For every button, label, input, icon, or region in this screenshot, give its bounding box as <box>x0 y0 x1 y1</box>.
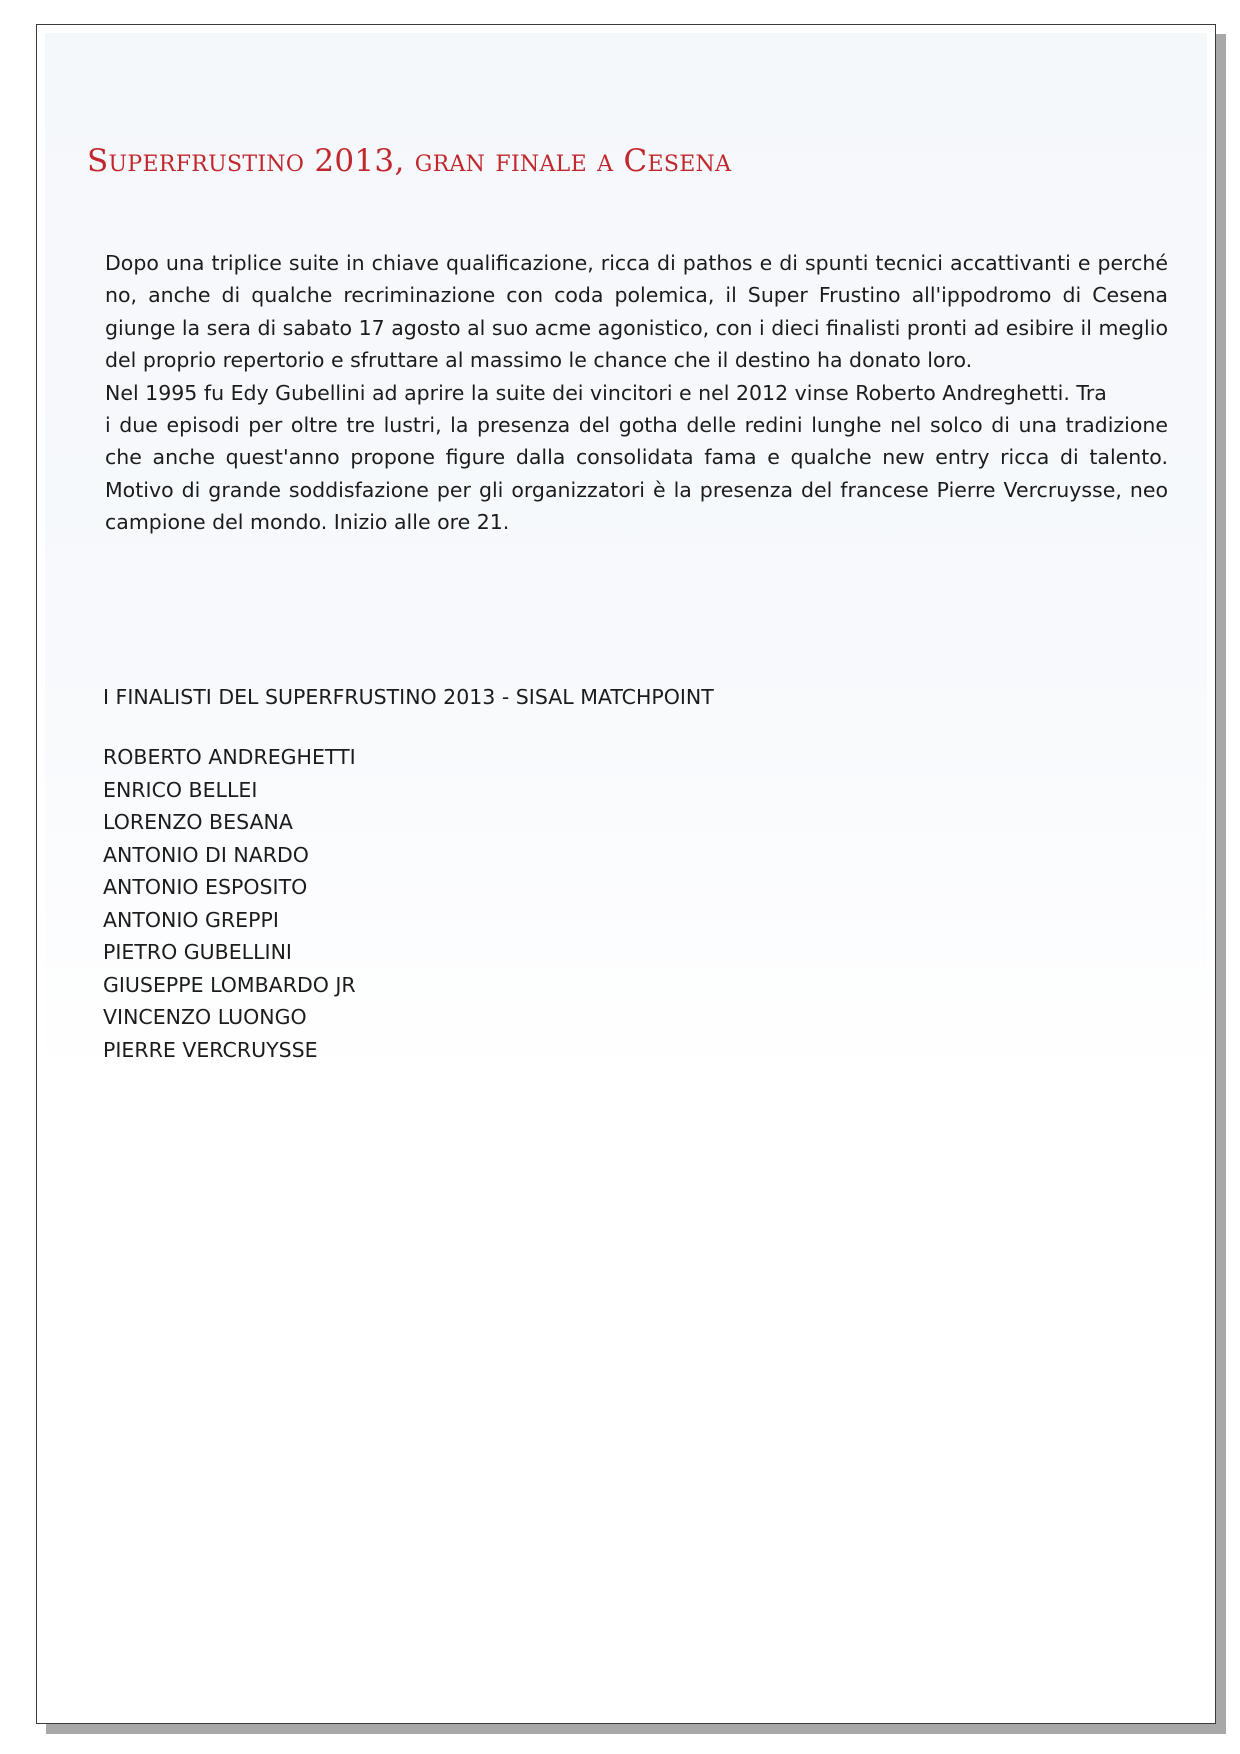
finalists-heading: I FINALISTI DEL SUPERFRUSTINO 2013 - SISAL MATCHPOINT <box>103 685 714 709</box>
list-item: ANTONIO DI NARDO <box>103 842 309 867</box>
paragraph-intro: Dopo una triplice suite in chiave qualificazione, ricca di pathos e di spunti tecnici accattivanti e perché no, anche di qualche recriminazione con coda polemica, il Super Frustino all'ippodromo di Cesena giunge la sera di sabato 17 agosto al suo acme agonistico, con i dieci finalisti pronti ad esibire il meglio del proprio repertorio e sfruttare al massimo le chance che il destino ha donato loro. <box>105 251 1168 373</box>
list-item: ANTONIO ESPOSITO <box>103 875 308 899</box>
document-title: Superfrustino 2013, gran finale a Cesena <box>87 143 732 179</box>
list-item: VINCENZO LUONGO <box>103 1005 307 1029</box>
list-item: ENRICO BELLEI <box>103 777 258 802</box>
list-item: ANTONIO GREPPI <box>103 907 279 932</box>
list-item: LORENZO BESANA <box>103 810 293 834</box>
document-page <box>36 24 1216 1724</box>
list-item: PIERRE VERCRUYSSE <box>103 1037 318 1062</box>
paragraph-history-continued: i due episodi per oltre tre lustri, la presenza del gotha delle redini lunghe nel solco di una tradizione che anche quest'anno propone figure dalla consolidata fama e qualche new entry ricca di talento. Motivo di grande soddisfazione per gli organizzatori è la presenza del francese Pierre Vercruysse, neo campione del mondo. Inizio alle ore 21. <box>105 413 1168 535</box>
paragraph-history: Nel 1995 fu Edy Gubellini ad aprire la suite dei vincitori e nel 2012 vinse Roberto Andreghetti. Tra <box>105 380 1107 405</box>
article-body <box>105 247 1168 539</box>
finalists-list <box>103 741 356 1066</box>
list-item: ROBERTO ANDREGHETTI <box>103 745 356 769</box>
list-item: PIETRO GUBELLINI <box>103 940 292 964</box>
list-item: GIUSEPPE LOMBARDO JR <box>103 972 356 997</box>
